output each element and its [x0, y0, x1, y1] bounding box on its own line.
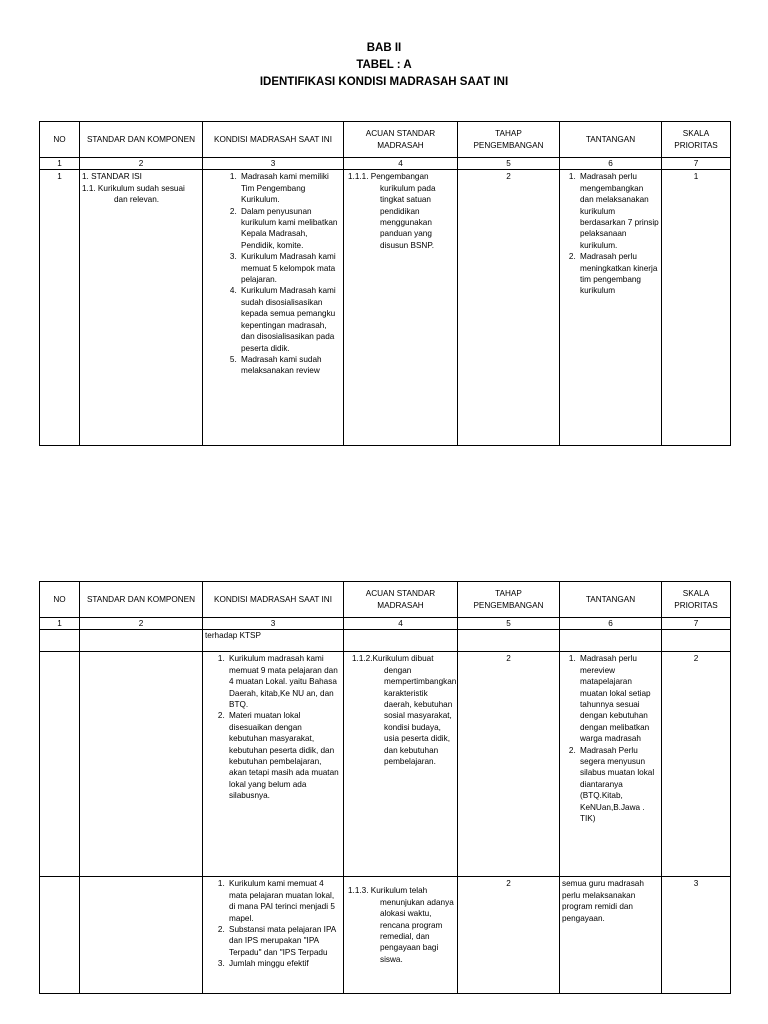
tahap-cell: 2 [458, 877, 560, 994]
empty-cell [458, 630, 560, 652]
kondisi-item: 4. Kurikulum Madrasah kami sudah disosialisasikan kepada semua pemangku kepentingan madrasah, dan disosialisasikan pada peserta didik. [239, 285, 341, 353]
standar-cell [80, 170, 203, 446]
empty-cell [40, 652, 80, 877]
acuan-cell: 1.1.3. Kurikulum telah menunjukan adanya alokasi waktu, rencana program remedial, dan pengayaan bagi siswa. [344, 877, 458, 994]
kondisi-item: 5. Madrasah kami sudah melaksanakan review [239, 354, 341, 377]
col-number: 1 [40, 158, 80, 170]
continuation-text: terhadap KTSP [203, 630, 344, 652]
empty-cell [80, 652, 203, 877]
kondisi-item: 1. Madrasah kami memiliki Tim Pengembang Kurikulum. [239, 171, 341, 205]
table-row [40, 877, 731, 994]
col-number: 7 [662, 618, 731, 630]
kondisi-item: 1. Kurikulum kami memuat 4 mata pelajaran muatan lokal, di mana PAI terinci menjadi 5 mapel. [227, 878, 341, 924]
col-number: 5 [458, 158, 560, 170]
col-number: 7 [662, 158, 731, 170]
col-number: 5 [458, 618, 560, 630]
kondisi-item: 2. Substansi mata pelajaran IPA dan IPS merupakan "IPA Terpadu" dan "IPS Terpadu [227, 924, 341, 958]
empty-cell [662, 630, 731, 652]
tahap-cell: 2 [458, 170, 560, 446]
header-tantangan: TANTANGAN [560, 582, 662, 618]
header-standar: STANDAR DAN KOMPONEN [80, 582, 203, 618]
identification-table-1 [39, 121, 731, 446]
empty-cell [344, 630, 458, 652]
tantangan-cell [560, 170, 662, 446]
continuation-row [40, 630, 731, 652]
skala-cell: 1 [662, 170, 731, 446]
column-number-row [40, 158, 731, 170]
header-standar: STANDAR DAN KOMPONEN [80, 122, 203, 158]
col-number: 6 [560, 618, 662, 630]
header-skala: SKALA PRIORITAS [662, 122, 731, 158]
col-number: 2 [80, 158, 203, 170]
empty-cell [40, 630, 80, 652]
empty-cell [560, 630, 662, 652]
empty-cell [40, 877, 80, 994]
header-kondisi: KONDISI MADRASAH SAAT INI [203, 582, 344, 618]
empty-cell [80, 877, 203, 994]
header-row [40, 122, 731, 158]
header-tahap: TAHAP PENGEMBANGAN [458, 122, 560, 158]
tantangan-item: 2. Madrasah perlu meningkatkan kinerja tim pengembang kurikulum [578, 251, 659, 297]
header-tantangan: TANTANGAN [560, 122, 662, 158]
header-skala: SKALA PRIORITAS [662, 582, 731, 618]
header-acuan: ACUAN STANDAR MADRASAH [344, 122, 458, 158]
table-label: TABEL : A [356, 59, 412, 71]
kondisi-cell [203, 877, 344, 994]
tahap-cell: 2 [458, 652, 560, 877]
col-number: 1 [40, 618, 80, 630]
table-title: IDENTIFIKASI KONDISI MADRASAH SAAT INI [259, 76, 509, 88]
col-number: 4 [344, 618, 458, 630]
chapter-heading: BAB II [366, 42, 402, 54]
acuan-cell: 1.1.1. Pengembangan kurikulum pada tingkat satuan pendidikan menggunakan panduan yang disusun BSNP. [344, 170, 458, 446]
header-kondisi: KONDISI MADRASAH SAAT INI [203, 122, 344, 158]
skala-cell: 2 [662, 652, 731, 877]
kondisi-item: 2. Materi muatan lokal disesuaikan dengan kebutuhan masyarakat, kebutuhan peserta didik, dan kebutuhan pembelajaran, akan tetapi masih ada muatan lokal yang belum ada silabusnya. [227, 710, 341, 801]
acuan-cell: 1.1.2.Kurikulum dibuat dengan mempertimbangkan karakteristik daerah, kebutuhan sosial masyarakat, kondisi budaya, usia peserta didik, dan kebutuhan pembelajaran. [344, 652, 458, 877]
header-row [40, 582, 731, 618]
standar-sub: 1.1. Kurikulum sudah sesuai dan relevan. [82, 183, 185, 205]
col-number: 6 [560, 158, 662, 170]
tantangan-cell [560, 652, 662, 877]
standar-main: 1. STANDAR ISI [82, 172, 142, 182]
header-acuan: ACUAN STANDAR MADRASAH [344, 582, 458, 618]
col-number: 3 [203, 618, 344, 630]
kondisi-item: 2. Dalam penyusunan kurikulum kami melibatkan Kepala Madrasah, Pendidik, komite. [239, 206, 341, 252]
tantangan-item: 1. Madrasah perlu mengembangkan dan melaksanakan kurikulum berdasarkan 7 prinsip pelaksanaan kurikulum. [578, 171, 659, 251]
table-row [40, 652, 731, 877]
table-row [40, 170, 731, 446]
kondisi-item: 3. Kurikulum Madrasah kami memuat 5 kelompok mata pelajaran. [239, 251, 341, 285]
identification-table-2 [39, 581, 731, 994]
tantangan-cell: semua guru madrasah perlu melaksanakan program remidi dan pengayaan. [560, 877, 662, 994]
skala-cell: 3 [662, 877, 731, 994]
col-number: 4 [344, 158, 458, 170]
col-number: 2 [80, 618, 203, 630]
row-number: 1 [40, 170, 80, 446]
header-tahap: TAHAP PENGEMBANGAN [458, 582, 560, 618]
empty-cell [80, 630, 203, 652]
tantangan-item: 1. Madrasah perlu mereview matapelajaran muatan lokal setiap tahunnya sesuai dengan kebutuhan dengan melibatkan warga madrasah [578, 653, 659, 744]
header-no: NO [40, 582, 80, 618]
col-number: 3 [203, 158, 344, 170]
kondisi-cell [203, 652, 344, 877]
kondisi-item: 3. Jumlah minggu efektif [227, 958, 341, 969]
kondisi-item: 1. Kurikulum madrasah kami memuat 9 mata pelajaran dan 4 muatan Lokal. yaitu Bahasa Daerah, kitab,Ke NU an, dan BTQ. [227, 653, 341, 710]
kondisi-cell [203, 170, 344, 446]
header-no: NO [40, 122, 80, 158]
tantangan-item: 2. Madrasah Perlu segera menyusun silabus muatan lokal diantaranya (BTQ.Kitab, KeNUan,B.Jawa . TIK) [578, 745, 659, 825]
column-number-row [40, 618, 731, 630]
document-title [0, 40, 768, 91]
